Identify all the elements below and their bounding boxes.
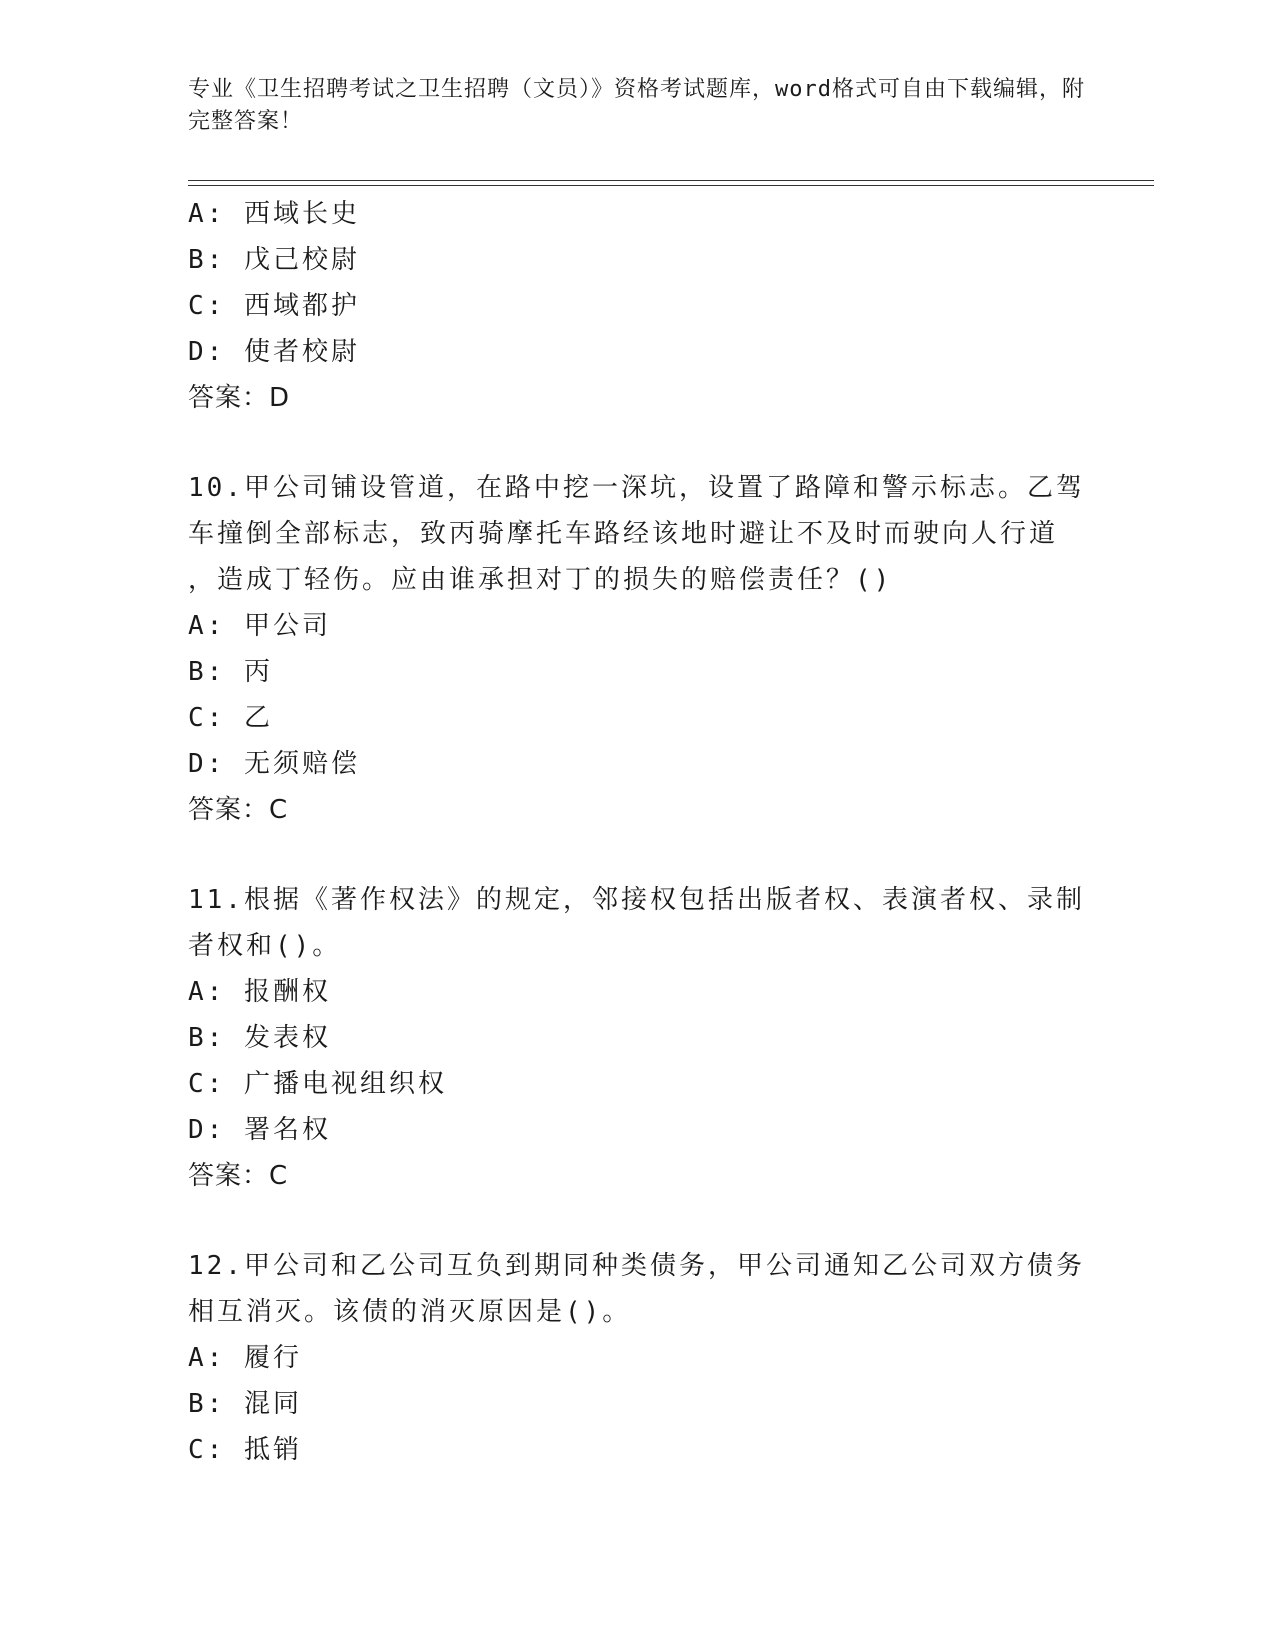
- option-d: D: 无须赔偿: [188, 749, 360, 779]
- option-b: B: 丙: [188, 657, 273, 687]
- option-a: A: 西域长史: [188, 199, 360, 229]
- option-d: D: 使者校尉: [188, 337, 360, 367]
- option-a: A: 报酬权: [188, 977, 331, 1007]
- document-header: 专业《卫生招聘考试之卫生招聘（文员）》资格考试题库，word格式可自由下载编辑，附完整答案！: [188, 77, 1085, 134]
- option-a: A: 履行: [188, 1343, 302, 1373]
- option-a: A: 甲公司: [188, 611, 331, 641]
- stem-line: ，造成丁轻伤。应由谁承担对丁的损失的赔偿责任？(): [188, 565, 893, 595]
- option-c: C: 抵销: [188, 1435, 302, 1465]
- option-c: C: 广播电视组织权: [188, 1069, 447, 1099]
- option-c: C: 西域都护: [188, 291, 360, 321]
- question-stem: [188, 465, 1088, 603]
- stem-line: 10.甲公司铺设管道，在路中挖一深坑，设置了路障和警示标志。乙驾: [188, 473, 1085, 503]
- question-12: [188, 1243, 1088, 1473]
- answer: 答案：D: [188, 383, 291, 413]
- answer: 答案：C: [188, 795, 289, 825]
- option-d: D: 署名权: [188, 1115, 331, 1145]
- option-b: B: 戊己校尉: [188, 245, 360, 275]
- question-11: [188, 877, 1088, 1199]
- question-10: [188, 465, 1088, 833]
- question-stem: [188, 877, 1088, 969]
- stem-line: 12.甲公司和乙公司互负到期同种类债务，甲公司通知乙公司双方债务: [188, 1251, 1085, 1281]
- stem-line: 车撞倒全部标志，致丙骑摩托车路经该地时避让不及时而驶向人行道: [188, 519, 1059, 549]
- question-list: [188, 191, 1088, 1473]
- stem-line: 者权和()。: [188, 931, 342, 961]
- header-divider-top: [188, 180, 1154, 181]
- option-b: B: 混同: [188, 1389, 302, 1419]
- option-c: C: 乙: [188, 703, 273, 733]
- answer: 答案：C: [188, 1161, 289, 1191]
- stem-line: 11.根据《著作权法》的规定，邻接权包括出版者权、表演者权、录制: [188, 885, 1085, 915]
- stem-line: 相互消灭。该债的消灭原因是()。: [188, 1297, 632, 1327]
- question-9-continued: [188, 191, 1088, 421]
- question-stem: [188, 1243, 1088, 1335]
- option-b: B: 发表权: [188, 1023, 331, 1053]
- header-divider-bottom: [188, 185, 1154, 186]
